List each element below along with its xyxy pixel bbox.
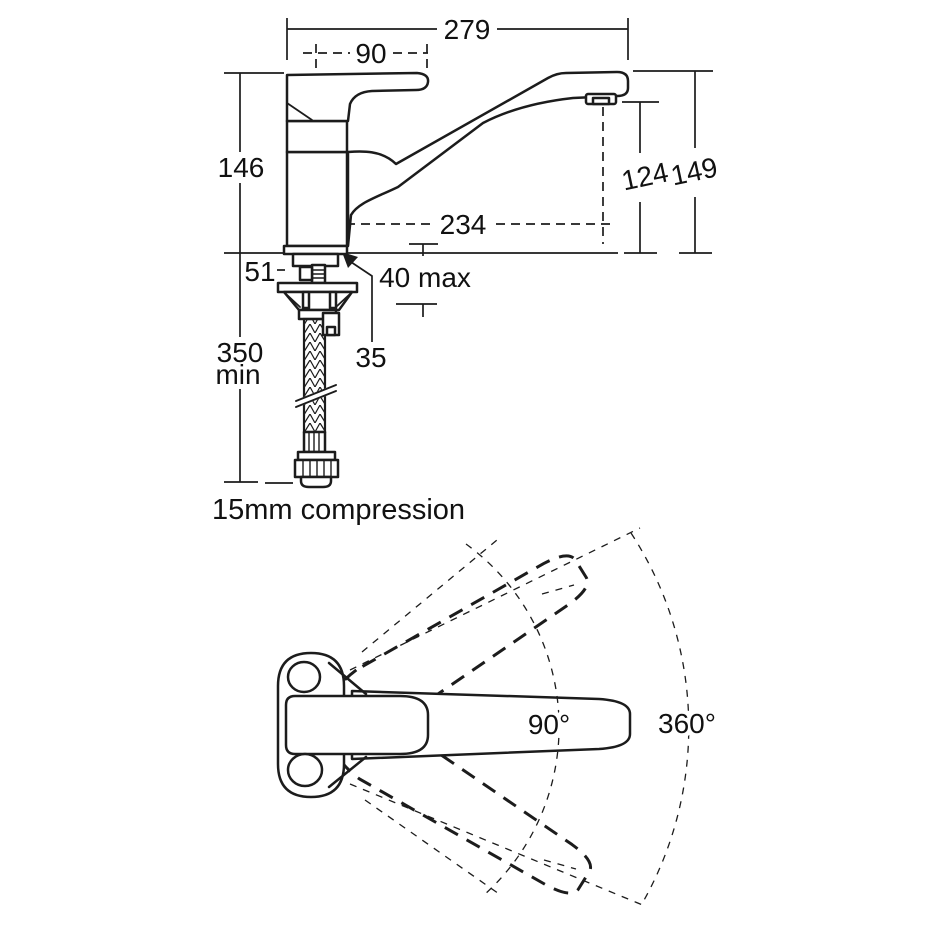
dim-handle-length-label: 90 — [355, 38, 387, 69]
aerator-insert — [593, 98, 609, 104]
dim-deck-thickness-label: 40 max — [379, 262, 471, 293]
plan-hole-top — [288, 662, 320, 692]
connection-type-label: 15mm compression — [212, 494, 466, 526]
ext-line-bottom-350 — [224, 482, 293, 483]
fitting-cap — [301, 477, 331, 487]
dim-spout-reach-label: 234 — [439, 209, 487, 240]
dim-body-height-label: 146 — [217, 152, 265, 183]
dim-hole-diameter-label: 35 — [355, 342, 387, 373]
plan-rotation-view — [278, 528, 716, 908]
tap-body — [287, 152, 347, 246]
dim-overall-length-label: 279 — [443, 14, 491, 45]
plan-hole-bottom — [288, 754, 322, 786]
radial-line-upper-outer — [350, 528, 640, 670]
dim-hose-length-label: 350 — [216, 337, 264, 368]
flexible-hose — [304, 319, 325, 432]
swivel-angle-label: 90° — [527, 709, 571, 740]
stud-nut — [300, 267, 312, 280]
dim-outlet-height-label: 124 — [618, 156, 671, 197]
clamp-slot-left — [303, 292, 309, 308]
leader-35 — [351, 262, 372, 342]
plan-handle — [286, 696, 428, 754]
rotation-angle-label: 360° — [658, 708, 716, 739]
radial-line-lower-outer — [350, 784, 645, 906]
clamp-flange — [278, 283, 357, 292]
plan-tap-outline — [278, 653, 630, 797]
hose-stub-notch — [327, 327, 335, 335]
dim-spout-height-label: 149 — [668, 151, 721, 192]
radial-line-upper-inner — [362, 540, 497, 652]
lever-handle — [287, 73, 428, 121]
side-elevation-view — [212, 14, 720, 526]
dim-hose-length-qualifier: min — [215, 359, 261, 390]
cartridge-collar — [287, 121, 347, 152]
dim-base-diameter-label: 51 — [244, 256, 276, 287]
clamp-slot-right — [330, 292, 336, 308]
radial-line-lower-inner — [365, 800, 502, 896]
